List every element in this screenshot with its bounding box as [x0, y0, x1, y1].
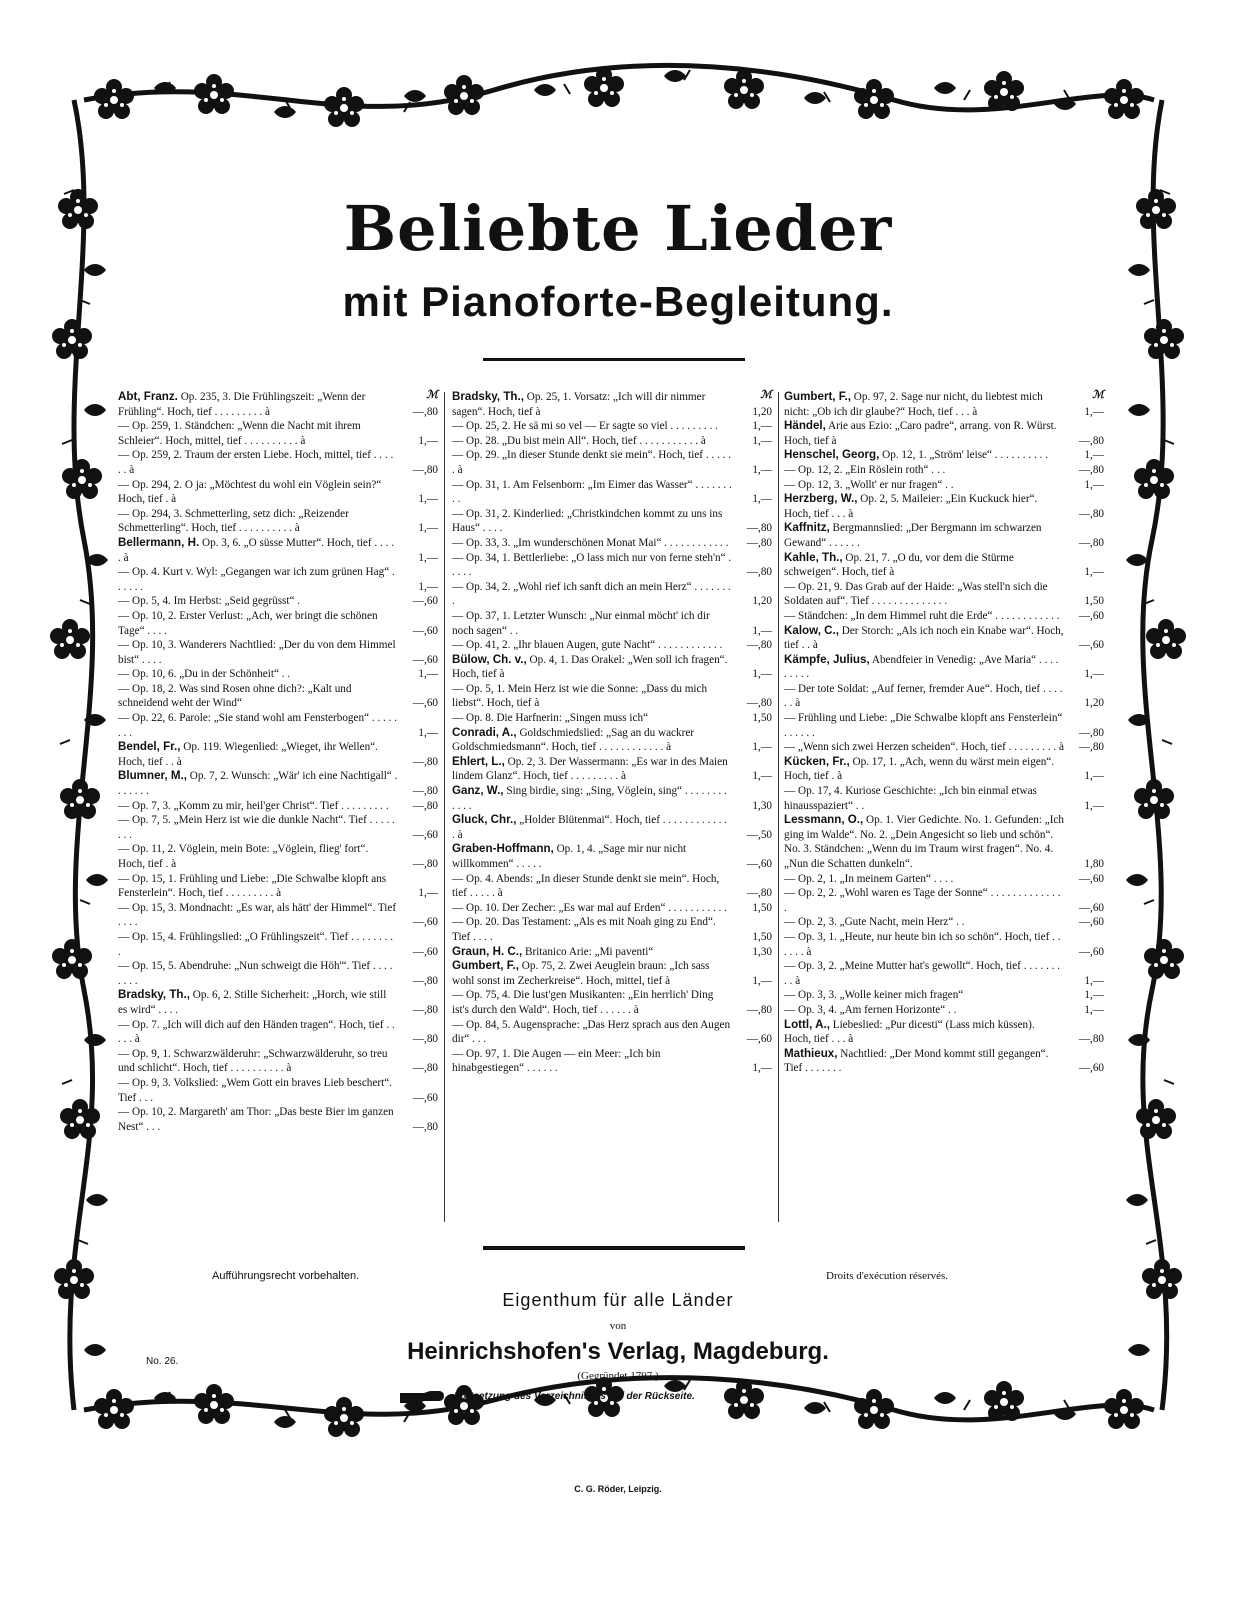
catalog-entry [784, 448, 1104, 463]
entry-price: 1,— [752, 1062, 772, 1075]
footer-rule [483, 1246, 745, 1250]
composer-name: Henschel, Georg, [784, 448, 880, 462]
catalog-entry [452, 551, 772, 580]
catalog-column-1 [118, 390, 438, 1134]
catalog-entry [452, 945, 772, 960]
entry-price: —,60 [746, 858, 772, 870]
entry-price: 1,— [752, 974, 772, 987]
entry-text: — Op. 10, 2. Erster Verlust: „Ach, wer bringt die schönen Tage“ . . . . [118, 609, 378, 637]
entry-text: — Op. 34, 1. Bettlerliebe: „O lass mich nur von ferne steh'n“ . . . . . [452, 551, 732, 579]
entry-price: 1,20 [1084, 697, 1104, 710]
entry-text: Op. 1. Vier Gedichte. No. 1. Gefunden: „Ich ging im Walde“. No. 2. „Dein Angesicht so lieb und schön“. No. 3. Ständchen: „Wenn du im Traum wirst fragen“. No. 4. „Nun die Schatten dunkeln“. [784, 814, 1064, 870]
entry-text: Op. 7, 2. Wunsch: „Wär' ich eine Nachtigall“ . . . . . . . [118, 770, 398, 798]
catalog-entry [784, 872, 1104, 887]
catalog-entry [784, 463, 1104, 478]
entry-text: — Op. 2, 3. „Gute Nacht, mein Herz“ . . [784, 916, 965, 929]
entry-text: — Op. 25, 2. He sä mi so vel — Er sagte so viel . . . . . . . . . [452, 420, 718, 433]
entry-text: — Op. 15, 3. Mondnacht: „Es war, als hätt' der Himmel“. Tief . . . . [118, 901, 397, 929]
catalog-entry [784, 813, 1104, 871]
entry-price: 1,— [418, 493, 438, 506]
entry-price: —,60 [1078, 945, 1104, 958]
entry-price: 1,50 [752, 930, 772, 943]
catalog-entry [784, 930, 1104, 959]
entry-text: Op. 75, 2. Zwei Aeuglein braun: „Ich sass wohl sonst im Zecherkreise“. Hoch, mittel, tief à [452, 960, 710, 987]
entry-text: Op. 97, 2. Sage nur nicht, du liebtest mich nicht: „Ob ich dir glaube?“ Hoch, tief . . . à [784, 391, 1043, 418]
composer-name: Conradi, A., [452, 725, 517, 739]
composer-name: Graun, H. C., [452, 944, 523, 958]
entry-text: „Holder Blütenmai“. Hoch, tief . . . . . . . . . . . . . à [452, 814, 728, 841]
entry-price: —,60 [412, 624, 438, 637]
composer-name: Bradsky, Th., [452, 390, 524, 403]
catalog-entry [784, 624, 1104, 653]
entry-text: — Op. 259, 1. Ständchen: „Wenn die Nacht mit ihrem Schleier“. Hoch, mittel, tief . . . . . . . . . . à [118, 420, 361, 447]
entry-text: — Op. 31, 2. Kinderlied: „Christkindchen kommt zu uns ins Haus“ . . . . [452, 507, 723, 535]
entry-text: Op. 119. Wiegenlied: „Wieget, ihr Wellen“. Hoch, tief . . à [118, 741, 378, 768]
entry-price: —,60 [412, 916, 438, 929]
catalog-entry [784, 1047, 1104, 1076]
entry-price: 1,— [418, 580, 438, 593]
catalog-entry [452, 580, 772, 609]
entry-text: — Op. 9, 1. Schwarzwälderuhr: „Schwarzwälderuhr, so treu und schlicht“. Hoch, tief . . . . . . . . . . à [118, 1047, 388, 1075]
catalog-entry [118, 448, 438, 477]
entry-price: —,60 [412, 945, 438, 958]
page-title: Beliebte Lieder [343, 192, 893, 265]
catalog-entry [784, 492, 1104, 521]
catalog-column-3 [784, 390, 1104, 1076]
entry-price: 1,— [1084, 974, 1104, 987]
composer-name: Kalow, C., [784, 623, 839, 637]
entry-price: 1,— [752, 493, 772, 506]
catalog-entry [784, 419, 1104, 448]
entry-price: 1,— [1084, 799, 1104, 812]
entry-text: Liebeslied: „Pur dicesti“ (Lass mich küssen). Hoch, tief . . . à [784, 1018, 1035, 1046]
composer-name: Gumbert, F., [784, 390, 851, 403]
entry-text: — Op. 28. „Du bist mein All“. Hoch, tief . . . . . . . . . . . à [452, 434, 706, 447]
composer-name: Bradsky, Th., [118, 988, 190, 1002]
entry-price: —,80 [412, 755, 438, 768]
catalog-entry [118, 594, 438, 609]
entry-price: —,80 [412, 1003, 438, 1016]
composer-name: Kücken, Fr., [784, 754, 850, 768]
entry-text: — Op. 5, 4. Im Herbst: „Seid gegrüsst“ . [118, 595, 301, 608]
entry-text: — Op. 15, 4. Frühlingslied: „O Frühlingszeit“. Tief . . . . . . . . . [118, 930, 394, 958]
entry-price: —,80 [412, 1120, 438, 1133]
catalog-entry [118, 565, 438, 594]
entry-price: —,80 [746, 1003, 772, 1016]
entry-price: 1,— [1084, 770, 1104, 783]
entry-text: — Der tote Soldat: „Auf ferner, fremder Aue“. Hoch, tief . . . . . . à [784, 682, 1063, 710]
composer-name: Ehlert, L., [452, 754, 505, 768]
catalog-entry [784, 711, 1104, 740]
entry-text: Goldschmiedslied: „Sag an du wackrer Goldschmiedsmann“. Hoch, tief . . . . . . . . . . . . à [452, 726, 695, 754]
entry-price: —,80 [412, 405, 438, 418]
catalog-entry [118, 959, 438, 988]
entry-price: 1,— [1084, 989, 1104, 1002]
composer-name: Händel, [784, 419, 826, 433]
catalog-entry [452, 915, 772, 944]
currency-mark: ℳ [426, 389, 438, 401]
entry-text: Op. 17, 1. „Ach, wenn du wärst mein eigen“. Hoch, tief . à [784, 755, 1055, 783]
entry-price: —,60 [412, 595, 438, 608]
catalog-entry [118, 1076, 438, 1105]
catalog-entry [118, 1105, 438, 1134]
entry-price: —,80 [746, 536, 772, 549]
catalog-entry [784, 580, 1104, 609]
entry-text: — Op. 3, 4. „Am fernen Horizonte“ . . [784, 1003, 957, 1016]
composer-name: Bendel, Fr., [118, 740, 181, 754]
entry-price: 1,— [752, 420, 772, 433]
catalog-entry [784, 551, 1104, 580]
entry-price: —,80 [746, 522, 772, 535]
catalog-entry [452, 901, 772, 916]
catalog-entry [452, 784, 772, 813]
composer-name: Kaffnitz, [784, 521, 830, 535]
entry-price: 1,30 [752, 945, 772, 958]
entry-text: — Op. 3, 3. „Wolle keiner mich fragen“ [784, 989, 964, 1002]
entry-price: 1,— [1084, 478, 1104, 491]
catalog-entry [452, 872, 772, 901]
entry-price: —,60 [1078, 1062, 1104, 1075]
catalog-entry [784, 959, 1104, 988]
entry-text: Bergmannslied: „Der Bergmann im schwarzen Gewand“ . . . . . . [784, 522, 1042, 549]
entry-text: — Op. 9, 3. Volkslied: „Wem Gott ein braves Lieb beschert“. Tief . . . [118, 1076, 392, 1104]
entry-text: — Op. 21, 9. Das Grab auf der Haide: „Was stell'n sich die Soldaten auf“. Tief . . . . . . . . . . . . . . [784, 580, 1048, 608]
composer-name: Bellermann, H. [118, 535, 200, 549]
entry-text: — Op. 20. Das Testament: „Als es mit Noah ging zu End“. Tief . . . . [452, 916, 716, 943]
catalog-entry [118, 769, 438, 798]
composer-name: Gumbert, F., [452, 959, 519, 973]
entry-price: 1,20 [752, 595, 772, 608]
entry-price: 1,— [752, 463, 772, 476]
entry-price: —,80 [746, 887, 772, 900]
catalog-entry [784, 740, 1104, 755]
entry-text: — Op. 294, 3. Schmetterling, setz dich: „Reizender Schmetterling“. Hoch, tief . . . . . . . . . . à [118, 507, 349, 535]
entry-price: 1,— [752, 741, 772, 754]
entry-price: —,80 [412, 858, 438, 870]
entry-text: — Op. 10, 3. Wanderers Nachtlied: „Der du von dem Himmel bist“ . . . . [118, 639, 396, 666]
entry-text: — Frühling und Liebe: „Die Schwalbe klopft ans Fensterlein“ . . . . . . [784, 712, 1063, 739]
catalog-entry [452, 726, 772, 755]
entry-text: Op. 25, 1. Vorsatz: „Ich will dir nimmer sagen“. Hoch, tief à [452, 391, 706, 418]
entry-price: —,80 [1078, 536, 1104, 549]
catalog-entry [118, 842, 438, 871]
composer-name: Kämpfe, Julius, [784, 652, 870, 666]
entry-text: — Op. 22, 6. Parole: „Sie stand wohl am Fensterbogen“ . . . . . . . . [118, 712, 398, 739]
entry-text: — Op. 75, 4. Die lust'gen Musikanten: „Ein herrlich' Ding ist's durch den Wald“. Hoch, tief . . . . . . à [452, 989, 714, 1016]
catalog-entry [452, 507, 772, 536]
entry-price: —,80 [412, 1062, 438, 1075]
catalog-entry [118, 930, 438, 959]
catalog-entry [452, 959, 772, 988]
entry-price: 1,50 [752, 901, 772, 914]
entry-price: —,60 [1078, 916, 1104, 929]
entry-price: 1,— [418, 551, 438, 564]
entry-text: — Op. 7, 5. „Mein Herz ist wie die dunkle Nacht“. Tief . . . . . . . . [118, 814, 395, 841]
entry-price: —,80 [1078, 463, 1104, 476]
entry-price: 1,50 [1084, 595, 1104, 608]
entry-text: Op. 21, 7. „O du, vor dem die Stürme schweigen“. Hoch, tief à [784, 551, 1014, 579]
entry-text: — Op. 3, 1. „Heute, nur heute bin ich so schön“. Hoch, tief . . . . . . à [784, 930, 1061, 958]
catalog-entry [452, 682, 772, 711]
entry-price: —,80 [412, 1033, 438, 1046]
entry-text: Nachtlied: „Der Mond kommt still gegangen“. Tief . . . . . . . [784, 1047, 1049, 1075]
entry-price: —,80 [746, 697, 772, 710]
composer-name: Bülow, Ch. v., [452, 652, 527, 666]
catalog-entry [118, 638, 438, 667]
catalog-entry [784, 915, 1104, 930]
catalog-entry [118, 988, 438, 1017]
entry-price: —,80 [746, 566, 772, 579]
entry-text: — Op. 15, 5. Abendruhe: „Nun schweigt die Höh'“. Tief . . . . . . . . [118, 960, 393, 987]
catalog-entry [118, 1018, 438, 1047]
entry-price: 1,— [1084, 449, 1104, 462]
catalog-entry [452, 638, 772, 653]
rights-reserved-french: Droits d'exécution réservés. [826, 1270, 949, 1282]
entry-price: —,80 [1078, 741, 1104, 754]
catalog-entry [784, 784, 1104, 813]
entry-price: 1,80 [1084, 858, 1104, 870]
entry-text: — Op. 8. Die Harfnerin: „Singen muss ich“ [452, 712, 649, 725]
composer-name: Abt, Franz. [118, 390, 178, 403]
entry-text: Op. 3, 6. „O süsse Mutter“. Hoch, tief . . . . . à [118, 536, 395, 564]
column-divider [778, 392, 779, 1222]
entry-price: 1,— [418, 522, 438, 535]
composer-name: Kahle, Th., [784, 550, 843, 564]
catalog-entry [452, 653, 772, 682]
entry-price: 1,— [752, 770, 772, 783]
catalog-entry [118, 609, 438, 638]
catalog-entry [118, 390, 438, 419]
catalog-entry [784, 653, 1104, 682]
pointing-hand-icon [398, 1390, 446, 1404]
founded-year: (Gegründet 1797.) [577, 1370, 659, 1382]
composer-name: Graben-Hoffmann, [452, 842, 554, 856]
entry-price: —,80 [412, 785, 438, 798]
entry-price: —,50 [746, 828, 772, 841]
column-divider [444, 392, 445, 1222]
entry-text: — Op. 7. „Ich will dich auf den Händen tragen“. Hoch, tief . . . . . à [118, 1018, 395, 1046]
catalog-entry [118, 813, 438, 842]
entry-price: 1,— [1084, 566, 1104, 579]
composer-name: Gluck, Chr., [452, 813, 517, 827]
entry-price: 1,— [752, 434, 772, 447]
catalog-entry [784, 682, 1104, 711]
catalog-entry [784, 886, 1104, 915]
entry-text: — Op. 294, 2. O ja: „Möchtest du wohl ein Vöglein sein?“ Hoch, tief . à [118, 478, 382, 506]
catalog-entry [452, 448, 772, 477]
catalog-entry [784, 1018, 1104, 1047]
entry-text: — Op. 84, 5. Augensprache: „Das Herz sprach aus den Augen dir“ . . . [452, 1018, 731, 1046]
entry-price: —,60 [412, 828, 438, 841]
entry-text: — Op. 4. Abends: „In dieser Stunde denkt sie mein“. Hoch, tief . . . . . à [452, 872, 720, 900]
entry-text: — Op. 18, 2. Was sind Rosen ohne dich?: „Kalt und schneidend weht der Wind“ [118, 682, 352, 710]
entry-text: Britanico Arie: „Mi paventi“ [525, 945, 654, 958]
catalog-entry [452, 419, 772, 434]
entry-text: Abendfeier in Venedig: „Ave Maria“ . . . . . . . . . [784, 653, 1059, 681]
entry-text: Op. 1, 4. „Sage mir nur nicht willkommen“ . . . . . [452, 843, 687, 870]
entry-text: — Op. 37, 1. Letzter Wunsch: „Nur einmal möcht' ich dir noch sagen“ . . [452, 609, 710, 637]
entry-text: — Op. 34, 2. „Wohl rief ich sanft dich an mein Herz“ . . . . . . . . [452, 580, 731, 608]
entry-price: —,60 [746, 1033, 772, 1046]
entry-price: 1,— [752, 624, 772, 637]
page-subtitle: mit Pianoforte-Begleitung. [342, 278, 894, 325]
composer-name: Herzberg, W., [784, 492, 858, 506]
catalog-entry [118, 507, 438, 536]
catalog-entry [452, 813, 772, 842]
entry-price: 1,— [418, 726, 438, 739]
entry-price: —,80 [1078, 726, 1104, 739]
entry-price: 1,— [752, 668, 772, 681]
catalog-entry [452, 609, 772, 638]
catalog-entry [452, 1047, 772, 1076]
entry-text: — Ständchen: „In dem Himmel ruht die Erde“ . . . . . . . . . . . . [784, 609, 1060, 622]
entry-price: —,80 [1078, 507, 1104, 520]
entry-price: —,60 [412, 697, 438, 710]
catalog-entry [452, 434, 772, 449]
entry-text: — Op. 11, 2. Vöglein, mein Bote: „Vöglein, flieg' fort“. Hoch, tief . à [118, 843, 369, 870]
entry-price: 1,— [1084, 668, 1104, 681]
entry-text: — Op. 33, 3. „Im wunderschönen Monat Mai“ . . . . . . . . . . . . [452, 536, 729, 549]
entry-price: 1,50 [752, 712, 772, 725]
entry-text: Der Storch: „Als ich noch ein Knabe war“. Hoch, tief . . à [784, 624, 1064, 652]
entry-price: —,80 [412, 974, 438, 987]
composer-name: Mathieux, [784, 1046, 838, 1060]
catalog-entry [452, 842, 772, 871]
entry-text: — Op. 259, 2. Traum der ersten Liebe. Hoch, mittel, tief . . . . . . à [118, 449, 394, 476]
entry-price: 1,— [418, 434, 438, 447]
entry-text: Sing birdie, sing: „Sing, Vöglein, sing“ . . . . . . . . . . . . [452, 785, 727, 812]
entry-text: — Op. 5, 1. Mein Herz ist wie die Sonne: „Dass du mich liebst“. Hoch, tief à [452, 682, 708, 710]
entry-price: —,60 [412, 1091, 438, 1104]
entry-text: — Op. 17, 4. Kuriose Geschichte: „Ich bin einmal etwas hinausspaziert“ . . [784, 785, 1037, 812]
entry-price: —,80 [412, 799, 438, 812]
entry-price: —,80 [1078, 1033, 1104, 1046]
entry-price: —,80 [746, 639, 772, 652]
entry-price: —,80 [1078, 434, 1104, 447]
entry-text: — Op. 41, 2. „Ihr blauen Augen, gute Nacht“ . . . . . . . . . . . . [452, 639, 723, 652]
entry-text: — Op. 29. „In dieser Stunde denkt sie mein“. Hoch, tief . . . . . . à [452, 449, 732, 476]
entry-text: — Op. 97, 1. Die Augen — ein Meer: „Ich bin hinabgestiegen“ . . . . . . [452, 1047, 661, 1075]
catalog-entry [118, 901, 438, 930]
entry-text: — „Wenn sich zwei Herzen scheiden“. Hoch, tief . . . . . . . . . à [784, 741, 1064, 754]
entry-price: 1,— [418, 887, 438, 900]
entry-text: Op. 235, 3. Die Frühlingszeit: „Wenn der Frühling“. Hoch, tief . . . . . . . . . à [118, 391, 366, 418]
entry-text: — Op. 3, 2. „Meine Mutter hat's gewollt“. Hoch, tief . . . . . . . . . à [784, 960, 1061, 987]
catalog-entry [452, 536, 772, 551]
catalog-entry [784, 478, 1104, 493]
ownership-note: Eigenthum für alle Länder [502, 1290, 734, 1310]
catalog-entry [784, 521, 1104, 550]
entry-text: — Op. 7, 3. „Komm zu mir, heil'ger Christ“. Tief . . . . . . . . . [118, 799, 389, 812]
von-text: von [609, 1320, 627, 1332]
catalog-column-2 [452, 390, 772, 1076]
entry-price: 1,— [1084, 405, 1104, 418]
entry-text: Op. 2, 5. Maileier: „Ein Kuckuck hier“. Hoch, tief . . . à [784, 493, 1038, 520]
catalog-entry [452, 711, 772, 726]
composer-name: Lessmann, O., [784, 813, 864, 827]
catalog-entry [784, 390, 1104, 419]
entry-text: Op. 4, 1. Das Orakel: „Wen soll ich fragen“. Hoch, tief à [452, 653, 728, 681]
composer-name: Blumner, M., [118, 769, 187, 783]
catalog-entry [784, 988, 1104, 1003]
entry-price: —,60 [1078, 901, 1104, 914]
continuation-note: Fortsetzung des Verzeichnisses auf der Rückseite. [454, 1391, 695, 1402]
catalog-entry [118, 478, 438, 507]
entry-text: — Op. 4. Kurt v. Wyl: „Gegangen war ich zum grünen Hag“ . . . . . . [118, 566, 395, 593]
currency-mark: ℳ [760, 389, 772, 401]
catalog-entry [118, 799, 438, 814]
entry-price: —,60 [1078, 872, 1104, 885]
edition-number: No. 26. [146, 1356, 179, 1367]
catalog-entry [452, 1018, 772, 1047]
rights-reserved-german: Aufführungsrecht vorbehalten. [212, 1270, 360, 1282]
catalog-entry [118, 711, 438, 740]
entry-price: 1,30 [752, 799, 772, 812]
catalog-entry [784, 609, 1104, 624]
catalog-entry [118, 536, 438, 565]
entry-text: Op. 6, 2. Stille Sicherheit: „Horch, wie still es wird“ . . . . [118, 989, 387, 1016]
entry-text: Arie aus Ezio: „Caro padre“, arrang. von R. Würst. Hoch, tief à [784, 420, 1057, 447]
entry-text: Op. 12, 1. „Ström' leise“ . . . . . . . . . . [882, 449, 1048, 462]
entry-text: — Op. 15, 1. Frühling und Liebe: „Die Schwalbe klopft ans Fensterlein“. Hoch, tief . . . . . . . . . à [118, 872, 387, 900]
catalog-entry [452, 988, 772, 1017]
title-rule [483, 358, 745, 361]
entry-text: — Op. 10, 2. Margareth' am Thor: „Das beste Bier im ganzen Nest“ . . . [118, 1106, 394, 1133]
composer-name: Ganz, W., [452, 784, 504, 798]
publisher-name: Heinrichshofen's Verlag, Magdeburg. [407, 1338, 829, 1365]
catalog-entry [784, 755, 1104, 784]
entry-price: 1,— [1084, 1003, 1104, 1016]
catalog-entry [118, 1047, 438, 1076]
catalog-entry [118, 419, 438, 448]
catalog-entry [452, 390, 772, 419]
entry-text: — Op. 12, 3. „Wollt' er nur fragen“ . . [784, 478, 954, 491]
entry-text: — Op. 2, 2. „Wohl waren es Tage der Sonne“ . . . . . . . . . . . . . . [784, 887, 1061, 914]
printer-credit: C. G. Röder, Leipzig. [574, 1484, 662, 1494]
entry-text: — Op. 10, 6. „Du in der Schönheit“ . . [118, 668, 291, 681]
entry-price: 1,20 [752, 405, 772, 418]
entry-price: —,60 [1078, 609, 1104, 622]
catalog-entry [118, 872, 438, 901]
entry-price: 1,— [418, 668, 438, 681]
catalog-entry [784, 1003, 1104, 1018]
entry-price: —,60 [1078, 639, 1104, 652]
currency-mark: ℳ [1092, 389, 1104, 401]
song-catalog [118, 390, 1122, 1230]
entry-text: — Op. 31, 1. Am Felsenborn: „Im Eimer das Wasser“ . . . . . . . . . [452, 478, 732, 506]
entry-text: Op. 2, 3. Der Wassermann: „Es war in des Maien lindem Glanz“. Hoch, tief . . . . . . . . . à [452, 755, 728, 783]
entry-price: —,80 [412, 463, 438, 476]
entry-text: — Op. 12, 2. „Ein Röslein roth“ . . . [784, 463, 946, 476]
entry-price: —,60 [412, 653, 438, 666]
entry-text: — Op. 2, 1. „In meinem Garten“ . . . . [784, 872, 954, 885]
composer-name: Lottl, A., [784, 1017, 830, 1031]
catalog-entry [452, 478, 772, 507]
entry-text: — Op. 10. Der Zecher: „Es war mal auf Erden“ . . . . . . . . . . . [452, 901, 727, 914]
catalog-entry [452, 755, 772, 784]
catalog-entry [118, 667, 438, 682]
catalog-entry [118, 682, 438, 711]
catalog-entry [118, 740, 438, 769]
